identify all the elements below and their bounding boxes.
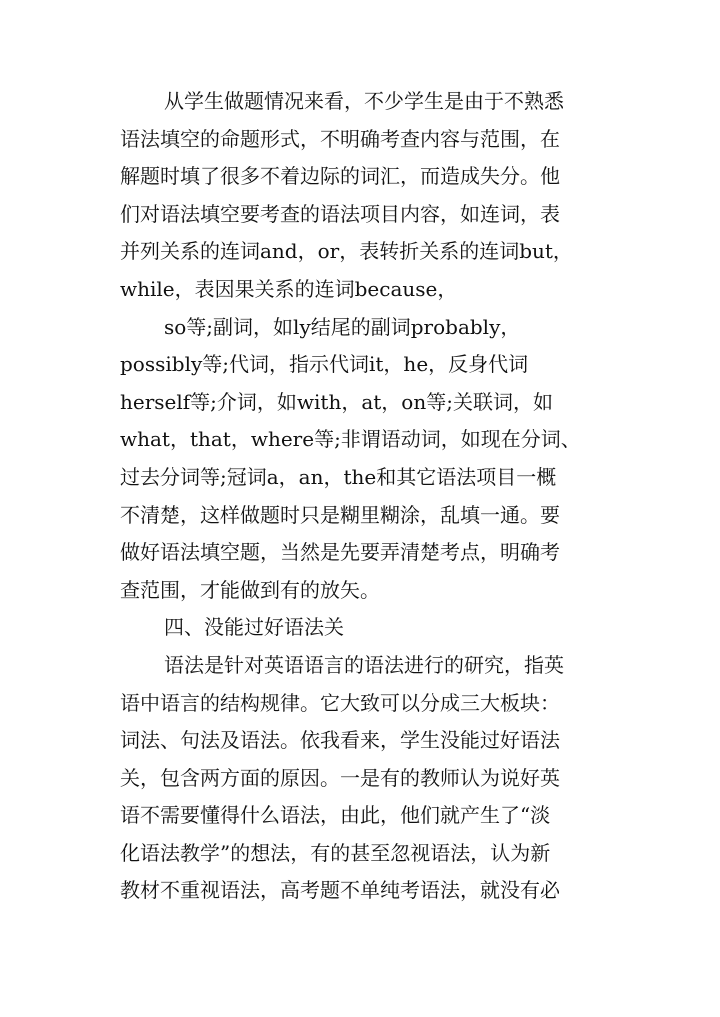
text-line: 并列关系的连词and，or，表转折关系的连词but， — [120, 239, 573, 264]
text-line: 查范围，才能做到有的放矢。 — [120, 577, 380, 602]
text-line: 从学生做题情况来看，不少学生是由于不熟悉 — [164, 89, 564, 113]
text-line: 不清楚，这样做题时只是糊里糊涂，乱填一通。要 — [120, 502, 560, 527]
text-line: 四、没能过好语法关 — [164, 615, 344, 640]
text-line: 过去分词等;冠词a，an，the和其它语法项目一概 — [120, 464, 557, 489]
text-line: possibly等;代词，指示代词it，he，反身代词 — [120, 352, 529, 377]
text-line: 语法是针对英语语言的语法进行的研究，指英 — [164, 652, 564, 677]
text-line: 语不需要懂得什么语法，由此，他们就产生了“淡 — [120, 803, 551, 828]
text-line: 语法填空的命题形式，不明确考查内容与范围，在 — [120, 126, 560, 151]
text-line: 解题时填了很多不着边际的词汇，而造成失分。他 — [120, 164, 560, 189]
text-line: 词法、句法及语法。依我看来，学生没能过好语法 — [120, 728, 560, 753]
text-line: 们对语法填空要考查的语法项目内容，如连词，表 — [120, 201, 560, 226]
text-line: 化语法教学”的想法，有的甚至忽视语法，认为新 — [120, 840, 551, 865]
text-line: so等;副词，如ly结尾的副词probably， — [164, 314, 521, 339]
text-line: 做好语法填空题，当然是先要弄清楚考点，明确考 — [120, 540, 560, 565]
text-line: while，表因果关系的连词because， — [120, 276, 458, 301]
text-line: 教材不重视语法，高考题不单纯考语法，就没有必 — [120, 878, 560, 903]
text-line: what，that，where等;非谓语动词，如现在分词、 — [120, 427, 581, 452]
text-line: herself等;介词，如with，at，on等;关联词，如 — [120, 389, 553, 414]
body-text — [120, 83, 605, 910]
text-line: 语中语言的结构规律。它大致可以分成三大板块： — [120, 690, 560, 715]
text-line: 关，包含两方面的原因。一是有的教师认为说好英 — [120, 765, 560, 790]
